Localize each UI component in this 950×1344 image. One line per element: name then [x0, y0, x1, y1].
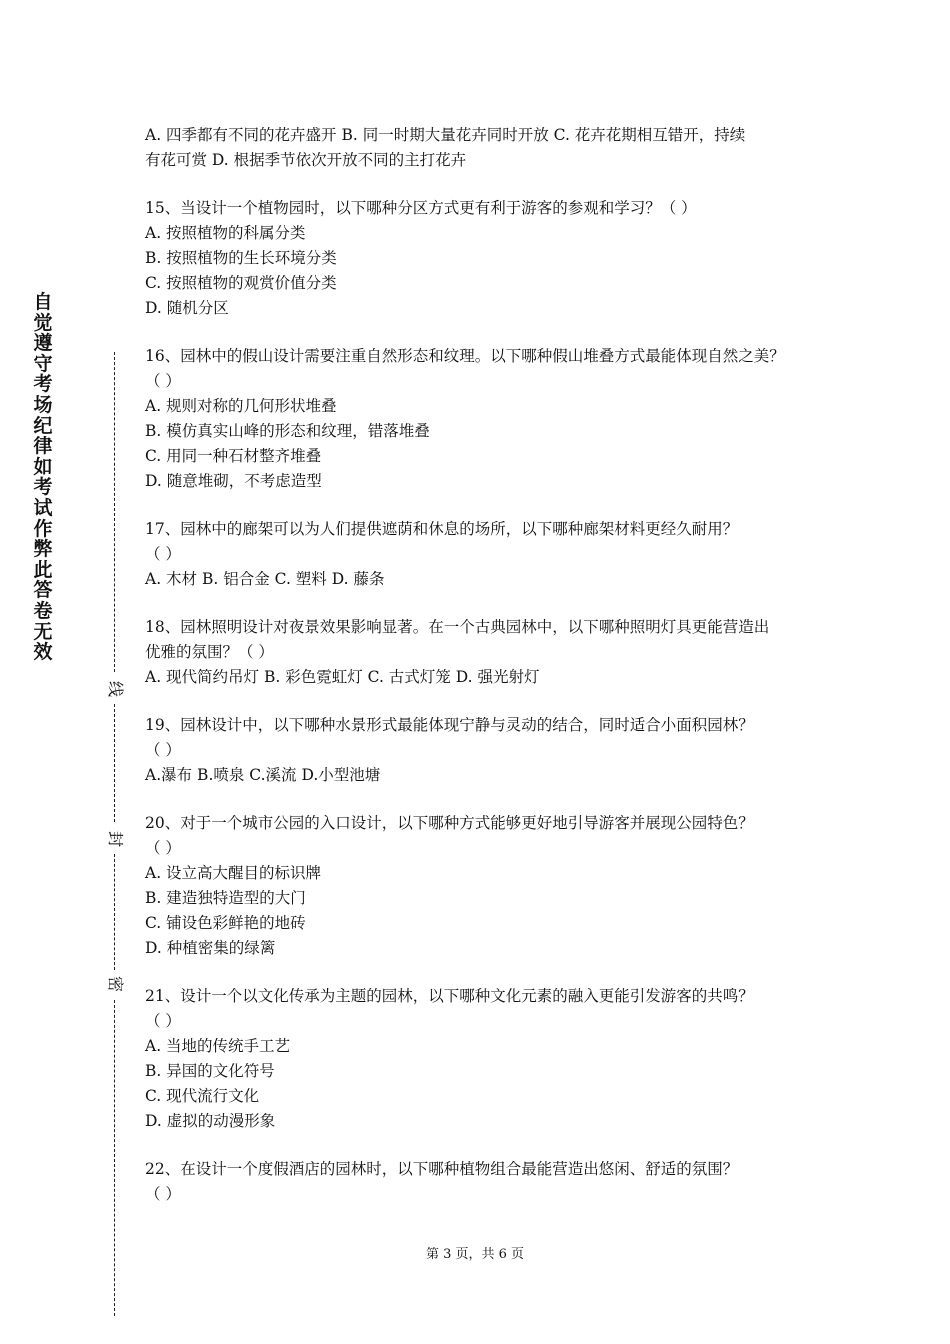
page-number: 第 3 页，共 6 页 — [425, 1247, 525, 1262]
option-b: B. 异国的文化符号 — [145, 1062, 275, 1080]
question-stem: 17、园林中的廊架可以为人们提供遮荫和休息的场所，以下哪种廊架材料更经久耐用？ — [145, 520, 739, 538]
exam-discipline-notice: 自觉遵守考场纪律如考试作弊此答卷无效 — [33, 291, 53, 664]
binding-dashed-line — [114, 1000, 115, 1316]
question-stem: 16、园林中的假山设计需要注重自然形态和纹理。以下哪种假山堆叠方式最能体现自然之美？ — [145, 347, 785, 365]
binding-dashed-line — [114, 704, 115, 822]
option-c: C. 铺设色彩鲜艳的地砖 — [145, 914, 306, 932]
question-16 — [145, 344, 835, 494]
option-b: B. 建造独特造型的大门 — [145, 889, 306, 907]
binding-mark-secret: 密 — [105, 975, 125, 993]
question-stem: 15、当设计一个植物园时，以下哪种分区方式更有利于游客的参观和学习？（ ） — [145, 199, 697, 217]
question-21 — [145, 984, 835, 1134]
option-a: A. 规则对称的几何形状堆叠 — [145, 397, 337, 415]
option-c: C. 按照植物的观赏价值分类 — [145, 274, 337, 292]
option-b: B. 按照植物的生长环境分类 — [145, 249, 337, 267]
option-d: D. 随机分区 — [145, 299, 229, 317]
binding-mark-seal: 封 — [105, 830, 125, 848]
option-d: D. 种植密集的绿篱 — [145, 939, 276, 957]
option-d: D. 虚拟的动漫形象 — [145, 1112, 276, 1130]
option-a: A. 当地的传统手工艺 — [145, 1037, 291, 1055]
question-stem-cont: 优雅的氛围？（ ） — [145, 643, 274, 661]
answer-bracket: （ ） — [145, 839, 181, 857]
question-17 — [145, 517, 835, 592]
answer-bracket: （ ） — [145, 545, 181, 563]
options-inline: A.瀑布 B.喷泉 C.溪流 D.小型池塘 — [145, 766, 381, 784]
answer-bracket: （ ） — [145, 1185, 181, 1203]
option-d: D. 随意堆砌，不考虑造型 — [145, 472, 322, 490]
option-c: C. 用同一种石材整齐堆叠 — [145, 447, 322, 465]
question-22 — [145, 1157, 835, 1207]
question-content — [145, 123, 835, 1207]
question-15 — [145, 196, 835, 321]
question-stem: 22、在设计一个度假酒店的园林时，以下哪种植物组合最能营造出悠闲、舒适的氛围？ — [145, 1160, 739, 1178]
question-18 — [145, 615, 835, 690]
question-19 — [145, 713, 835, 788]
option-a: A. 设立高大醒目的标识牌 — [145, 864, 322, 882]
answer-bracket: （ ） — [145, 372, 181, 390]
question-stem: 18、园林照明设计对夜景效果影响显著。在一个古典园林中，以下哪种照明灯具更能营造出 — [145, 618, 770, 636]
question-20 — [145, 811, 835, 961]
option-line: A. 四季都有不同的花卉盛开 B. 同一时期大量花卉同时开放 C. 花卉花期相互错开，持续 — [145, 126, 746, 144]
option-c: C. 现代流行文化 — [145, 1087, 260, 1105]
binding-mark-line: 线 — [105, 680, 125, 698]
answer-bracket: （ ） — [145, 741, 181, 759]
options-inline: A. 木材 B. 铝合金 C. 塑料 D. 藤条 — [145, 570, 385, 588]
option-a: A. 按照植物的科属分类 — [145, 224, 306, 242]
binding-dashed-line — [114, 854, 115, 970]
question-stem: 21、设计一个以文化传承为主题的园林，以下哪种文化元素的融入更能引发游客的共鸣？ — [145, 987, 754, 1005]
lead-options — [145, 123, 835, 173]
option-line: 有花可赏 D. 根据季节依次开放不同的主打花卉 — [145, 151, 467, 169]
option-b: B. 模仿真实山峰的形态和纹理，错落堆叠 — [145, 422, 430, 440]
answer-bracket: （ ） — [145, 1012, 181, 1030]
question-stem: 20、对于一个城市公园的入口设计，以下哪种方式能够更好地引导游客并展现公园特色？ — [145, 814, 754, 832]
binding-dashed-line — [114, 352, 115, 672]
question-stem: 19、园林设计中，以下哪种水景形式最能体现宁静与灵动的结合，同时适合小面积园林？ — [145, 716, 754, 734]
options-inline: A. 现代简约吊灯 B. 彩色霓虹灯 C. 古式灯笼 D. 强光射灯 — [145, 668, 540, 686]
